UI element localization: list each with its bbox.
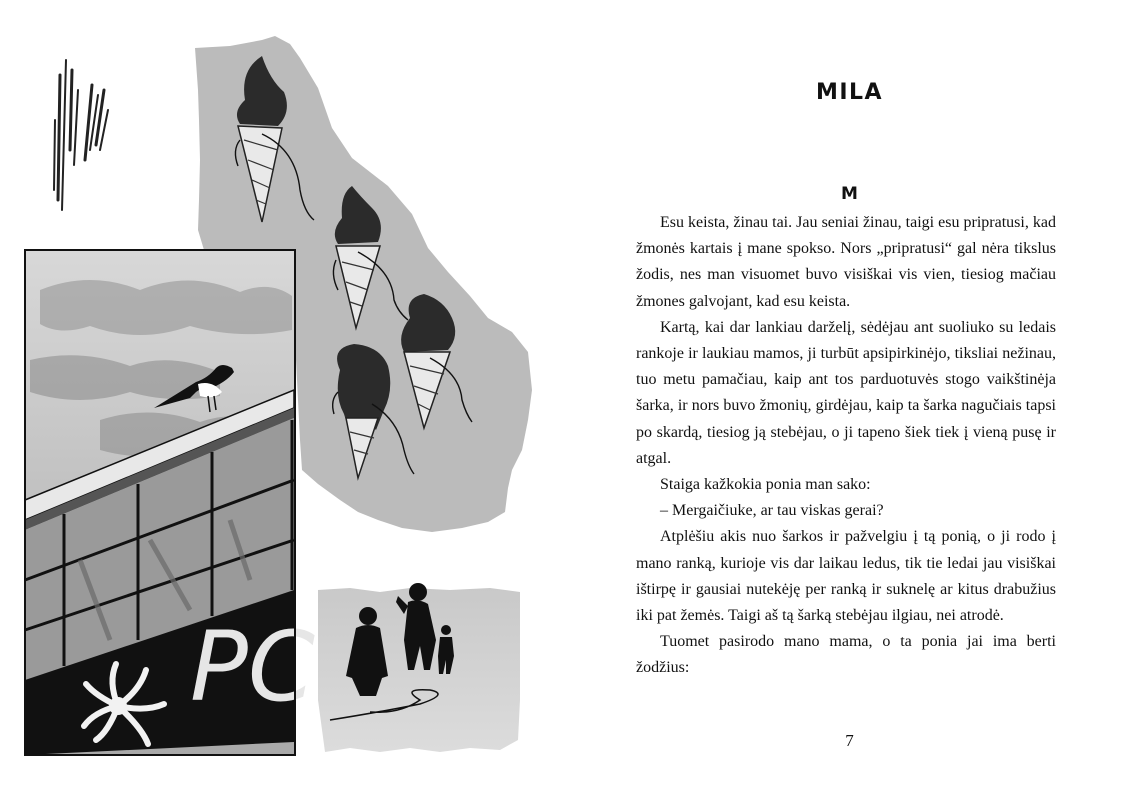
chapter-body-text — [636, 210, 1056, 682]
paragraph: Tuomet pasirodo mano mama, o ta ponia jai ima berti žodžius: — [636, 633, 1056, 677]
paragraph: Kartą, kai dar lankiau darželį, sėdėjau ant suoliuko su ledais rankoje ir laukiau mamos, ji turbūt apsipirkinėjo, tiksliai nežinau, tuo metu pamačiau, kaip ant tos parduotuvės stogo vaikštinėja šarka, ir nors buvo žmonių, girdėjau, kaip ta šarka nagučiais tapsi po skardą, tiesiog ją stebėjau, o ji tapeno šiek tiek į vieną pusę ir atgal. — [636, 318, 1056, 467]
paragraph: Staiga kažkokia ponia man sako: — [660, 476, 871, 494]
collage-illustration — [0, 0, 566, 801]
chapter-dropcap-letter: M — [841, 184, 858, 204]
store-illustration — [25, 250, 315, 755]
paragraph: – Mergaičiuke, ar tau viskas gerai? — [660, 502, 884, 520]
chapter-title: MILA — [815, 80, 884, 105]
text-page — [566, 0, 1133, 801]
pencil-scribbles — [54, 60, 108, 210]
store-sign-text: PC — [190, 611, 315, 723]
paragraph: Esu keista, žinau tai. Jau seniai žinau, taigi esu pripratusi, kad žmonės kartais į mane spokso. Nors „pripratusi“ gal nėra tikslus žodis, nes man visuomet buvo visiškai vis vien, tiesiog mačiau žmones galvojant, kad esu keista. — [636, 214, 1056, 310]
page-number: 7 — [845, 731, 854, 750]
torn-paper-silhouettes — [318, 583, 520, 752]
paragraph: Atplėšiu akis nuo šarkos ir pažvelgiu į tą ponią, o ji rodo į mano ranką, kurioje vis dar laikau ledus, tik tie ledai jau visiškai ištirpę ir gausiai nutekėję per ranką ir suknelę ar kitus drabužius iki pat žemės. Taigi aš tą šarką stebėjau ilgiau, nei atrodė. — [636, 528, 1056, 625]
illustration-page — [0, 0, 566, 801]
